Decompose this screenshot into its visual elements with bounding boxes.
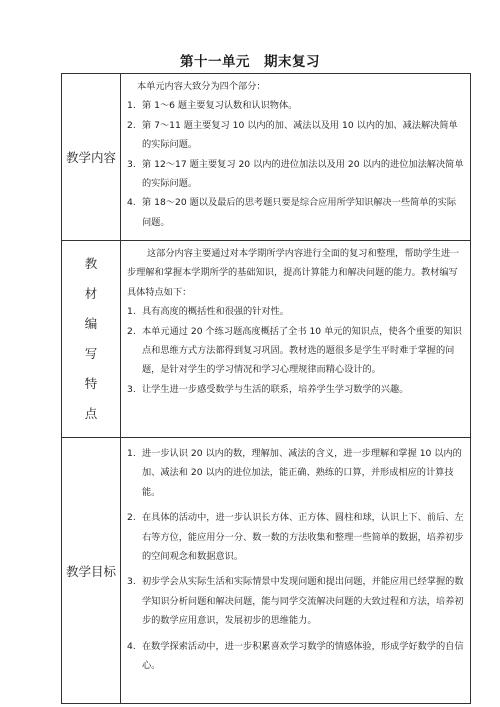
- item-number: 3.: [127, 576, 136, 588]
- item-number: 1.: [127, 306, 136, 318]
- label-char: 特: [84, 376, 98, 391]
- content-row: [62, 74, 471, 241]
- content-label-cell: [62, 74, 121, 241]
- item-number: 1.: [127, 100, 136, 112]
- item-text: 第 12～17 题主要复习 20 以内的进位加法以及用 20 以内的进位加法解决简单的实际问题。: [142, 158, 464, 190]
- content-cell: [121, 74, 471, 241]
- item-text: 第 18～20 题以及最后的思考题只要是综合应用所学知识解决一些简单的实际问题。: [142, 197, 457, 228]
- list-item: [127, 193, 464, 232]
- item-text: 第 1～6 题主要复习认数和认识物体。: [142, 100, 298, 112]
- textbook-intro: 这部分内容主要通过对本学期所学内容进行全面的复习和整理，帮助学生进一步理解和掌握本学期所学的基础知识，提高计算能力和解决问题的能力。教材编写具体特点如下：: [127, 248, 460, 298]
- item-number: 4.: [127, 197, 136, 209]
- list-item: [127, 637, 464, 676]
- textbook-cell: [121, 241, 471, 438]
- goals-list: [127, 441, 464, 675]
- content-label: 教学内容: [65, 150, 116, 165]
- item-number: 4.: [127, 640, 136, 652]
- label-char: 教: [84, 256, 98, 271]
- content-list: [127, 96, 464, 232]
- list-item: [127, 444, 464, 502]
- item-text: 第 7～11 题主要复习 10 以内的加、减法以及用 10 以内的加、减法解决简单的实际问题。: [142, 119, 458, 151]
- textbook-label-cell: [62, 241, 121, 438]
- label-char: 点: [84, 406, 98, 421]
- item-text: 在具体的活动中，进一步认识长方体、正方体、圆柱和球，认识上下、前后、左右等方位，能应用分一分、数一数的方法收集和整理一些简单的数据，培养初步的空间观念和数据意识。: [142, 512, 464, 563]
- label-char: 写: [84, 346, 98, 361]
- item-text: 初步学会从实际生活和实际情景中发现问题和提出问题，并能应用已经掌握的数学知识分析问题和解决问题，能与同学交流解决问题的大致过程和方法，培养初步的数学应用意识，发展初步的思维能力。: [142, 576, 464, 627]
- item-number: 3.: [127, 158, 136, 170]
- textbook-row: [62, 241, 471, 438]
- item-text: 本单元通过 20 个练习题高度概括了全书 10 单元的知识点，使各个重要的知识点和思维方式方法都得到复习巩固。教材选的题很多是学生平时难于掌握的问题，是针对学生的学习情况和学习心理规律而精心设计的。: [142, 325, 462, 376]
- item-number: 2.: [127, 119, 136, 131]
- content-intro: 本单元内容大致分为四个部分：: [137, 81, 266, 92]
- goals-label-cell: [62, 438, 121, 704]
- goals-label: 教学目标: [65, 563, 116, 579]
- unit-title: 第十一单元: [180, 54, 250, 70]
- textbook-list: [127, 302, 464, 399]
- lesson-plan-table: [61, 73, 471, 704]
- page-title: [0, 50, 500, 70]
- list-item: [127, 155, 464, 194]
- list-item: [127, 322, 464, 380]
- item-text: 在数学探索活动中，进一步积累喜欢学习数学的情感体验，形成学好数学的自信心。: [142, 640, 464, 672]
- unit-name: 期末复习: [264, 54, 320, 70]
- goals-cell: [121, 438, 471, 704]
- item-number: 1.: [127, 448, 136, 459]
- item-number: 2.: [127, 512, 136, 524]
- list-item: [127, 508, 464, 566]
- item-number: 3.: [127, 383, 136, 395]
- label-char: 材: [84, 286, 98, 301]
- goals-row: [62, 438, 471, 704]
- list-item: [127, 302, 464, 321]
- list-item: [127, 380, 464, 399]
- list-item: [127, 572, 464, 630]
- textbook-label: [62, 249, 120, 429]
- item-text: 具有高度的概括性和很强的针对性。: [142, 306, 289, 318]
- list-item: [127, 96, 464, 115]
- label-char: 编: [84, 316, 98, 331]
- item-text: 进一步认识 20 以内的数，理解加、减法的含义，进一步理解和掌握 10 以内的加、减法和 20 以内的进位加法，能正确、熟练的口算，并形成相应的计算技能。: [142, 448, 462, 498]
- item-text: 让学生进一步感受数学与生活的联系，培养学生学习数学的兴趣。: [142, 383, 409, 395]
- list-item: [127, 116, 464, 155]
- item-number: 2.: [127, 325, 136, 337]
